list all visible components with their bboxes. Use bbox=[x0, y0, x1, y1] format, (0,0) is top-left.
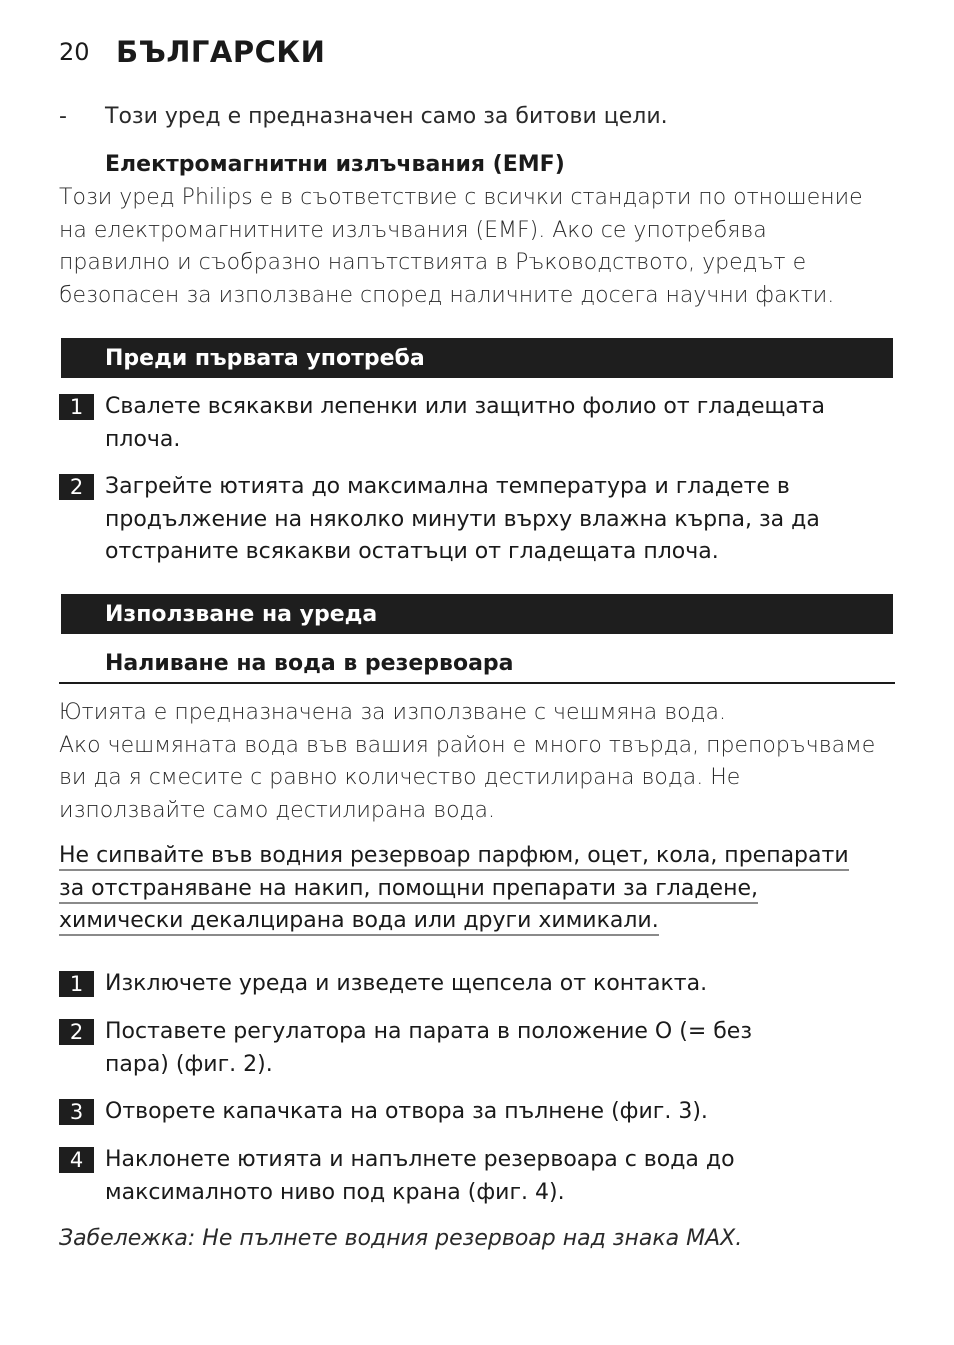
step-line: отстраните всякакви остатъци от гладещата плоча. bbox=[105, 539, 719, 564]
step-number-badge: 2 bbox=[59, 474, 94, 500]
step-number-badge: 1 bbox=[59, 394, 94, 420]
warning-line: химически декалцирана вода или други химикали. bbox=[59, 908, 659, 936]
step-2-filling bbox=[59, 1016, 889, 1081]
water-paragraph bbox=[59, 697, 899, 827]
emf-paragraph bbox=[59, 182, 899, 312]
step-line: Загрейте ютията до максимална температура и гладете в bbox=[105, 474, 790, 499]
intro-text: Този уред е предназначен само за битови цели. bbox=[105, 104, 668, 129]
section-bar-using-appliance: Използване на уреда bbox=[61, 594, 893, 634]
water-line: ви да я смесите с равно количество дестилирана вода. Не bbox=[59, 765, 741, 790]
emf-line: правилно и съобразно напътствията в Ръководството, уредът е bbox=[59, 250, 807, 275]
step-3-filling bbox=[59, 1096, 889, 1129]
subheading-rule bbox=[59, 682, 895, 684]
step-number-badge: 4 bbox=[59, 1147, 94, 1173]
step-line: плоча. bbox=[105, 426, 181, 452]
step-number-badge: 3 bbox=[59, 1099, 94, 1125]
note-text: Забележка: Не пълнете водния резервоар над знака MAX. bbox=[59, 1226, 743, 1251]
step-4-filling bbox=[59, 1144, 889, 1209]
step-line: продължение на няколко минути върху влажна кърпа, за да bbox=[105, 506, 820, 532]
step-number-badge: 2 bbox=[59, 1019, 94, 1045]
water-line: Ютията е предназначена за използване с чешмяна вода. bbox=[59, 700, 726, 725]
filling-subheading: Наливане на вода в резервоара bbox=[105, 651, 514, 676]
section-bar-before-first-use: Преди първата употреба bbox=[61, 338, 893, 378]
step-line: Свалете всякакви лепенки или защитно фолио от гладещата bbox=[105, 394, 826, 419]
step-line: пара) (фиг. 2). bbox=[105, 1051, 273, 1077]
emf-heading: Електромагнитни излъчвания (EMF) bbox=[105, 152, 565, 177]
step-line: Отворете капачката на отвора за пълнене (фиг. 3). bbox=[105, 1099, 708, 1124]
water-line: използвайте само дестилирана вода. bbox=[59, 797, 495, 823]
step-line: Поставете регулатора на парата в положение O (= без bbox=[105, 1019, 753, 1044]
step-line: Наклонете ютията и напълнете резервоара с вода до bbox=[105, 1147, 735, 1172]
step-1-before-use bbox=[59, 391, 889, 456]
step-line: максималното ниво под крана (фиг. 4). bbox=[105, 1179, 565, 1205]
emf-line: безопасен за използване според наличните досега научни факти. bbox=[59, 282, 835, 308]
warning-line: Не сипвайте във водния резервоар парфюм, оцет, кола, препарати bbox=[59, 843, 849, 871]
step-2-before-use bbox=[59, 471, 889, 569]
language-heading: БЪЛГАРСКИ bbox=[116, 35, 326, 69]
step-1-filling bbox=[59, 968, 889, 1001]
warning-block bbox=[59, 840, 899, 938]
warning-line: за отстраняване на накип, помощни препарати за гладене, bbox=[59, 876, 758, 904]
water-line: Ако чешмяната вода във вашия район е много твърда, препоръчваме bbox=[59, 732, 876, 758]
step-number-badge: 1 bbox=[59, 971, 94, 997]
emf-line: на електромагнитните излъчвания (EMF). Ако се употребява bbox=[59, 217, 767, 243]
step-line: Изключете уреда и изведете щепсела от контакта. bbox=[105, 971, 708, 996]
page-number: 20 bbox=[59, 38, 90, 66]
emf-line: Този уред Philips е в съответствие с всички стандарти по отношение bbox=[59, 185, 863, 210]
intro-list-item bbox=[59, 104, 668, 129]
list-dash: - bbox=[59, 104, 67, 129]
